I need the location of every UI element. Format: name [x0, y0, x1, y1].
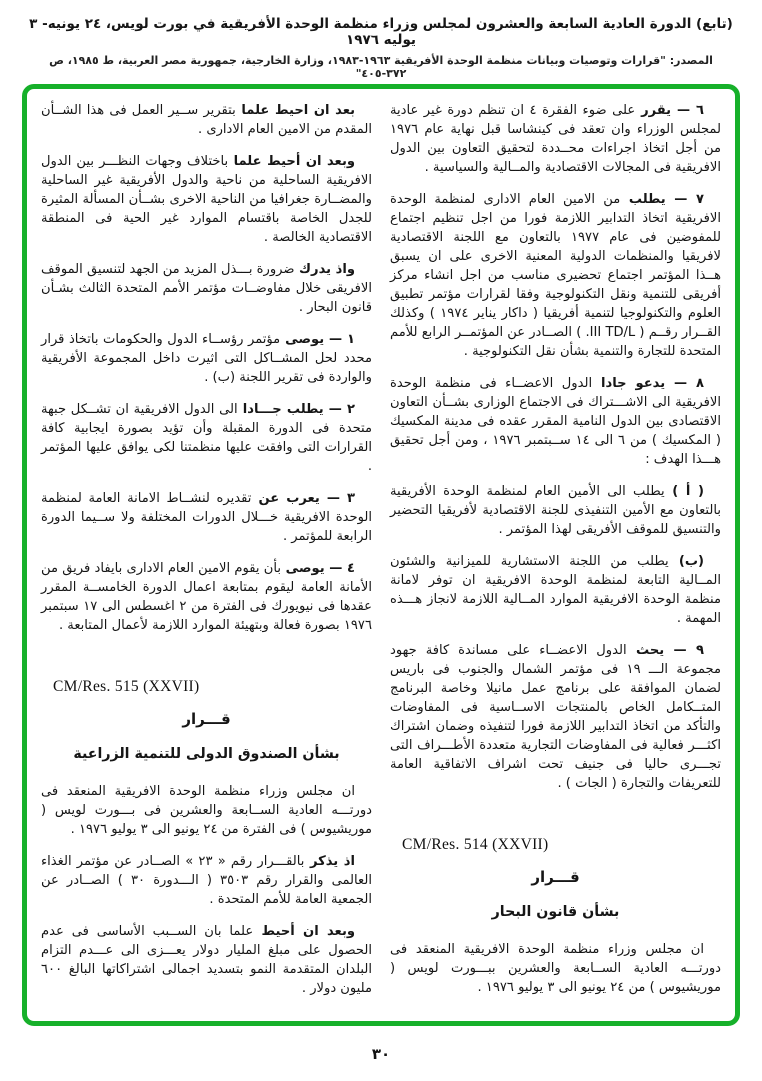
paragraph-lead: ٧ — يطلب	[620, 192, 704, 207]
paragraph: ٣ — يعرب عن تقديره لنشــاط الامانة العامة لمنظمة الوحدة الافريقية خـــلال الدورات المختلفة ولا ســيما الدورة الرابعة للمؤتمر .	[41, 491, 372, 544]
paragraph: ٦ — يقرر على ضوء الفقرة ٤ ان تنظم دورة غير عادية لمجلس الوزراء وان تعقد فى كينشاسا قبل نهاية عام ١٩٧٦ من أجل اتخاذ اجراءات محــددة لتحقيق التعاون بين الدول الافريقية فى المجالات الاقتصادية والمــالية والسياسية .	[390, 103, 721, 175]
paragraph: ( أ ) يطلب الى الأمين العام لمنظمة الوحدة الأفريقية بالتعاون مع الأمين التنفيذى للجنة الاقتصادية لأفريقيا التحضير والتنسيق للموقف الأفريقى لهذا المؤتمر .	[390, 484, 721, 537]
paragraph: بعد ان احيط علما بتقرير ســير العمل فى هذا الشــأن المقدم من الامين العام الادارى .	[41, 103, 372, 137]
two-column-text	[41, 101, 721, 1015]
paragraph: (ب) يطلب من اللجنة الاستشارية للميزانية والشئون المــالية التابعة لمنظمة الوحدة الافريقية ان توفر لامانة منظمة الوحدة الافريقية الموارد المــالية اللازمة لانجاز هـــذه المهمة .	[390, 554, 721, 626]
paragraph: وبعد ان أحيط علما بان الســبب الأساسى فى عدم الحصول على مبلغ المليار دولار يعـــزى الى عـــدم التزام البلدان المتقدمة النمو بتسديد اجمالى اشتراكاتها البالغ ٦٠٠ مليون دولار .	[41, 924, 372, 996]
paragraph: ١ — يوصى مؤتمر رؤســاء الدول والحكومات باتخاذ قرار محدد لحل المشــاكل التى اثيرت داخل المجموعة الأفريقية والواردة فى تقرير اللجنة (ب) .	[41, 332, 372, 385]
resolution-heading: قـــرار	[182, 710, 231, 728]
paragraph-lead: ٦ — يقرر	[635, 103, 704, 118]
paragraph-lead: اذ يذكر	[304, 854, 355, 869]
paragraph-lead: ( أ )	[664, 484, 704, 499]
paragraph-lead: وبعد ان أحيط	[253, 924, 355, 939]
paragraph: واذ يدرك ضرورة بـــذل المزيد من الجهد لتنسيق الموقف الافريقى خلال مفاوضــات مؤتمر الأمم المتحدة الثالث بشـأن قانون البحار .	[41, 262, 372, 315]
paragraph-lead: وبعد ان أحيط علما	[228, 154, 355, 169]
paragraph: ان مجلس وزراء منظمة الوحدة الافريقية المنعقد فى دورتـــه العادية الســابعة والعشرين فى بـــورت لويس ( موريشيوس ) فى الفترة من ٢٤ يونيو الى ٣ يوليو ١٩٧٦ .	[41, 784, 372, 837]
resolution-ref: CM/Res. 514 (XXVII)	[402, 836, 549, 853]
paragraph: ٧ — يطلب من الامين العام الادارى لمنظمة الوحدة الافريقية اتخاذ التدابير اللازمة فورا من اجل تنظيم اجتماع للمفوضين فى عام ١٩٧٧ بالتعاون مع اللجنة الاقتصادية لافريقيا والمنظمات الدولية المعنية الاخرى على ان يسبق هــذا المؤتمر اجتماع تحضيرى مناسب من اجل انشاء مركز أفريقى للتنمية ونقل التكنولوجية وفقا لقرارات مؤتمر تطبيق العلوم والتكنولوجيا لتنمية أفريقيا ( داكار يناير ١٩٧٤ ) وكذلك القــرار رقــم ( III TD/L. ) الصــادر عن المؤتمــر الرابع للأمم المتحدة للتجارة والتنمية بشأن نقل التكنولوجية .	[390, 192, 721, 359]
paragraph-lead: ٢ — يطلب جـــادا	[237, 402, 355, 417]
paragraph-lead: ٨ — يدعو جادا	[592, 376, 704, 391]
header-title: (تابع) الدورة العادية السابعة والعشرون لمجلس وزراء منظمة الوحدة الأفريقية في بورت لويس، ٢٤ يونيه- ٣ يوليه ١٩٧٦	[29, 16, 733, 48]
content-frame	[22, 84, 740, 1026]
paragraph: ٨ — يدعو جادا الدول الاعضــاء فى منظمة الوحدة الافريقية الى الاشـــتراك فى الاجتماع الوزارى بشــأن التعاون الاقتصادى بين الدول النامية المقرر عقده فى مدينة المكسيك ( المكسيك ) من ٦ الى ١٤ ســبتمبر ١٩٧٦ ، ومن أجل تحقيق هـــذا الهدف :	[390, 376, 721, 467]
column-right	[390, 101, 721, 1015]
header-source: المصدر: "قرارات وتوصيات وبيانات منظمة الوحدة الأفريقية ١٩٦٣-١٩٨٣، وزارة الخارجية، جمهورية مصر العربية، ط ١٩٨٥، ص ٣٧٢-٤٠٥"	[49, 54, 713, 80]
column-left	[41, 101, 372, 1015]
paragraph-lead: بعد ان احيط علما	[235, 103, 356, 118]
resolution-ref: CM/Res. 515 (XXVII)	[53, 678, 200, 695]
paragraph-lead: (ب)	[668, 554, 704, 569]
paragraph: ٤ — يوصى بأن يقوم الامين العام الادارى بايفاد فريق من الأمانة العامة ليقوم بمتابعة اعمال الدورة الخامســة المقرر عقدها فى نيويورك فى الفترة من ٢ اغسطس الى ١٧ سبتمبر ١٩٧٦ بصورة فعالة وبتهيئة الموارد اللازمة لأعمال المتابعة .	[41, 561, 372, 633]
paragraph-lead: ٣ — يعرب عن	[251, 491, 355, 506]
page-header	[0, 16, 762, 80]
paragraph: ٩ — يحث الدول الاعضــاء على مساندة كافة جهود مجموعة الـــ ١٩ فى مؤتمر الشمال والجنوب فى باريس لضمان الموافقة على برنامج عمل مانيلا وخاصة البرنامج المتــكامل الخاص بالمنتجات الاســاسية فى المفاوضات والتأكد من اتخاذ التدابير اللازمة فورا لتنفيذه وضمان اشتراك اكثـــر فعالية فى المفاوضات التجارية متعددة الأطـــراف التى تجـــرى حاليا فى جنيف تحت اشراف الاتفاقية العامة للتعريفات والتجارة ( الجات ) .	[390, 643, 722, 791]
paragraph: وبعد ان أحيط علما باختلاف وجهات النظـــر بين الدول الافريقية الساحلية من ناحية والدول الأفريقية غير الساحلية والمضــارة جغرافيا من الناحية الاخرى بشــأن المسألة المثيرة للجدل الخاصة باقتسام الموارد غير الحية فى المنطقة الاقتصادية الخالصة .	[41, 154, 372, 245]
resolution-heading: قـــرار	[531, 868, 580, 886]
resolution-subject: بشأن قانون البحار	[491, 904, 620, 920]
paragraph-lead: ١ — يوصى	[280, 332, 355, 347]
paragraph: ٢ — يطلب جـــادا الى الدول الافريقية ان تشــكل جبهة متحدة فى الدورة المقبلة وأن تؤيد بصورة ايجابية كافة القرارات التى وافقت عليها منظمتنا لكى يوافق عليها المؤتمر .	[41, 402, 372, 474]
page-number: ٣٠	[371, 1045, 391, 1063]
paragraph: اذ يذكر بالقـــرار رقم « ٢٣ » الصــادر عن مؤتمر الغذاء العالمى والقرار رقم ٣٥٠٣ ( الـــدورة ٣٠ ) الصــادر عن الجمعية العامة للأمم المتحدة .	[41, 854, 372, 907]
paragraph-lead: ٩ — يحث	[626, 643, 705, 658]
paragraph-lead: واذ يدرك	[294, 262, 355, 277]
paragraph: ان مجلس وزراء منظمة الوحدة الافريقية المنعقد فى دورتـــه العادية الســابعة والعشرين ببـــورت لويس ( موريشيوس ) من ٢٤ يونيو الى ٣ يوليو ١٩٧٦ .	[390, 942, 721, 995]
resolution-subject: بشأن الصندوق الدولى للتنمية الزراعية	[73, 746, 340, 762]
paragraph-lead: ٤ — يوصى	[281, 561, 356, 576]
